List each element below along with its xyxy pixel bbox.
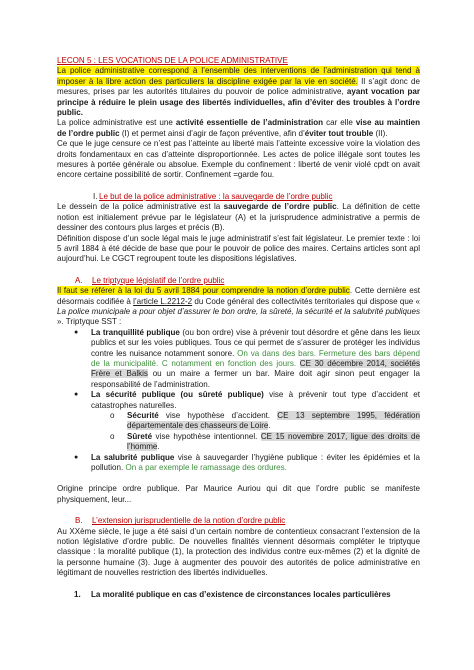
section-heading-i: I. Le but de la police administrative : la sauvegarde de l’ordre public — [93, 191, 333, 201]
bullet-icon: ● — [74, 453, 79, 461]
law-paragraph: Il faut se référer à la loi du 5 avril 1884 pour comprendre la notion d’ordre public. Cette dernière est désormais codifiée à l’article L.2212-2 du Code général des collectivités territoriales qui dispose que « La police municipale a pour objet d’assurer le bon ordre, la sûreté, la sécurité et la salubrité publiques ». Triptyque SST : — [57, 286, 420, 327]
sub-list-item-surete: o Sûreté vise hypothèse intentionnel. CE 15 novembre 2017, ligue des droits de l’homme. — [110, 431, 420, 452]
purpose-paragraph: Le dessein de la police administrative est la sauvegarde de l’ordre public. La définition de cette notion est initialement prévue par le législateur (A) et la jurisprudence administrative a permis de dessiner des contours plus larges et précis (B). — [57, 202, 420, 233]
subsection-heading-b: B. L’extension jurisprudentielle de la notion d’ordre public — [75, 516, 286, 526]
list-item-salubrity: ● La salubrité publique vise à sauvegarder l’hygiène publique : éviter les épidémies et la pollution. On a par exemple le ramassage des ordures. — [74, 452, 420, 473]
case-reference: CE 15 novembre 2017, ligue des droits de l’homme — [127, 431, 420, 452]
origin-paragraph: Origine principe ordre publique. Par Maurice Auriou qui dit que l’ordre public se manifeste physiquement, leur... — [57, 484, 420, 504]
article-reference: l’article L.2212-2 — [133, 296, 193, 306]
circle-bullet-icon: o — [110, 411, 115, 420]
numbered-heading-1: 1. La moralité publique en cas d’existence de circonstances locales particulières — [74, 589, 391, 599]
list-item-security: ● La sécurité publique (ou sûreté publique) vise à prévenir tout type d’accident et catastrophes naturelles. — [74, 390, 420, 410]
list-item-tranquillity: ● La tranquillité publique (ou bon ordre) vise à prévenir tout désordre et gêne dans les lieux publics et sur les voies publiques. Tous ce qui permet de s’assurer de protéger les individus contre les nuisance notamment sonore. On va dans des bars. Fermeture des bars dépend de la municipalité. C notamment en fonction des jours. CE 30 décembre 2014, sociétés Frère et Balkis ou un maire a fermer un bar. Maire doit agir sinon peut engager la responsabilité de l’administration. — [74, 327, 420, 389]
sub-list-item-securite: o Sécurité vise hypothèse d’accident. CE 13 septembre 1995, fédération départementale des chasseurs de Loire. — [110, 411, 420, 431]
activity-paragraph: La police administrative est une activité essentielle de l’administration car elle vise au maintien de l’ordre public (I) et permet ainsi d’agir de façon préventive, afin d’éviter tout trouble (II). — [57, 118, 420, 138]
case-reference: CE 30 décembre 2014, sociétés Frère et Balkis — [91, 358, 420, 379]
highlighted-definition: La police administrative correspond à l’ensemble des interventions de l’administration qui tend à imposer à la libre action des particuliers la discipline exigée par la vie en société. — [57, 66, 420, 86]
judge-paragraph: Ce que le juge censure ce n’est pas l’atteinte au liberté mais l’atteinte excessive voire la violation des droits fondamentaux en cas d’atteinte disproportionnée. Les actes de police illégale sont toutes les mesures à portée générale ou absolue. Exemple du confinement : liberté de venir violé cpdt on avait encore certaine possibilité de sortir. Confinement =garde fou. — [57, 139, 420, 180]
bullet-icon: ● — [74, 391, 79, 399]
circle-bullet-icon: o — [110, 431, 115, 441]
subsection-heading-a: A. Le triptyque législatif de l’ordre public — [75, 275, 225, 285]
extension-paragraph: Au XXème siècle, le juge a été saisi d’un certain nombre de contentieux consacrant l’extension de la notion législative d’ordre public. De nouvelles finalités viennent désormais compléter le triptyque classique : la moralité publique (1), la protection des individus contre eux-mêmes (2) et la dignité de la personne humaine (3). Juge à augmenter des pouvoir des autorités de police administrative en légitimant de nouvelles restriction des libertés individuelles. — [57, 526, 420, 578]
bullet-icon: ● — [74, 328, 79, 336]
page-title: LECON 5 : LES VOCATIONS DE LA POLICE ADMINISTRATIVE — [57, 56, 288, 65]
highlighted-law: Il faut se référer à la loi du 5 avril 1884 pour comprendre la notion d’ordre public — [57, 286, 350, 296]
definition-paragraph: Définition dispose d’un socle légal mais le juge administratif s’est fait législateur. Le premier texte : loi 5 avril 1884 à été décide de base que pour le pouvoir de police des maires. Certains articles sont apl aujourd’hui. Le CGCT regroupent toute les dispositions législatives. — [57, 233, 420, 264]
case-reference: CE 13 septembre 1995, fédération départementale des chasseurs de Loire — [127, 411, 420, 431]
intro-paragraph: La police administrative correspond à l’ensemble des interventions de l’administration qui tend à imposer à la libre action des particuliers la discipline exigée par la vie en société. Il s’agit donc de mesures, prises par les autorités titulaires du pouvoir de police administrative, ayant vocation par principe à réduire le plein usage des libertés individuelles, afin d’éviter des troubles à l’ordre public. — [57, 66, 421, 118]
